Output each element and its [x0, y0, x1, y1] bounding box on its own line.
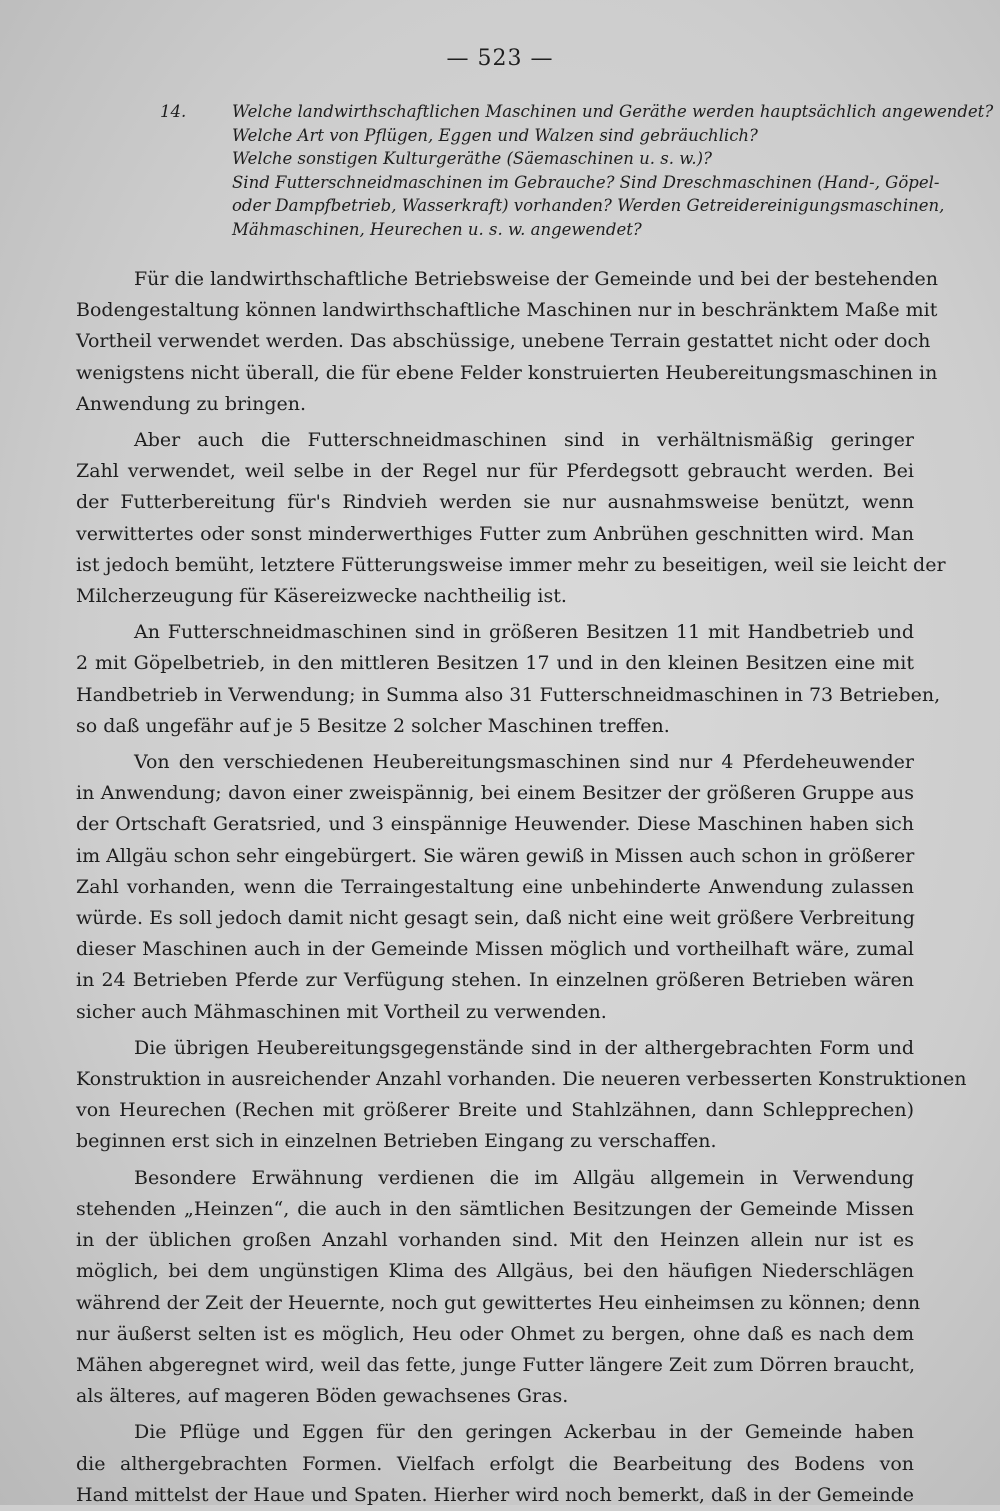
- question-line: oder Dampfbetrieb, Wasserkraft) vorhanden? Werden Getreidereinigungsmaschinen,: [232, 196, 945, 215]
- body-text: [76, 264, 967, 1511]
- text-line: Zahl verwendet, weil selbe in der Regel nur für Pferdegsott gebraucht werden. Bei: [76, 460, 914, 483]
- paragraph: [76, 747, 914, 1028]
- paragraph: [76, 425, 946, 612]
- text-line: würde. Es soll jedoch damit nicht gesagt sein, daß nicht eine weit größere Verbreitung: [76, 907, 915, 930]
- question-block: [160, 100, 994, 241]
- text-line: Besondere Erwähnung verdienen die im Allgäu allgemein in Verwendung: [134, 1166, 914, 1189]
- text-line: verwittertes oder sonst minderwerthiges Futter zum Anbrühen geschnitten wird. Man: [76, 522, 914, 545]
- paragraph: [76, 264, 938, 420]
- text-line: Milcherzeugung für Käsereizwecke nachtheilig ist.: [76, 585, 567, 608]
- text-line: von Heurechen (Rechen mit größerer Breite und Stahlzähnen, dann Schlepprechen): [76, 1099, 914, 1122]
- text-line: stehenden „Heinzen“, die auch in den sämtlichen Besitzungen der Gemeinde Missen: [76, 1197, 914, 1220]
- text-line: Konstruktion in ausreichender Anzahl vorhanden. Die neueren verbesserten Konstruktionen: [76, 1068, 967, 1091]
- text-line: in Anwendung; davon einer zweispännig, bei einem Besitzer der größeren Gruppe aus: [76, 782, 914, 805]
- text-line: wenigstens nicht überall, die für ebene Felder konstruierten Heubereitungsmaschinen in: [76, 361, 938, 384]
- question-line: Welche Art von Pflügen, Eggen und Walzen sind gebräuchlich?: [232, 125, 758, 145]
- text-line: Mähen abgeregnet wird, weil das fette, junge Futter längere Zeit zum Dörren braucht,: [76, 1353, 916, 1376]
- question-line: Sind Futterschneidmaschinen im Gebrauche? Sind Dreschmaschinen (Hand-, Göpel-: [232, 172, 940, 192]
- text-line: Hand mittelst der Haue und Spaten. Hierher wird noch bemerkt, daß in der Gemeinde: [76, 1483, 914, 1506]
- text-line: 2 mit Göpelbetrieb, in den mittleren Besitzen 17 und in den kleinen Besitzen eine mit: [76, 652, 914, 675]
- paragraph: [76, 1163, 921, 1413]
- text-line: ist jedoch bemüht, letztere Fütterungsweise immer mehr zu beseitigen, weil sie leicht der: [76, 553, 946, 576]
- text-line: als älteres, auf mageren Böden gewachsenes Gras.: [76, 1385, 569, 1408]
- paragraph: [76, 1417, 914, 1511]
- text-line: in der üblichen großen Anzahl vorhanden sind. Mit den Heinzen allein nur ist es: [76, 1229, 914, 1252]
- paragraph: [76, 617, 941, 742]
- text-line: An Futterschneidmaschinen sind in größeren Besitzen 11 mit Handbetrieb und: [134, 621, 914, 644]
- text-line: Von den verschiedenen Heubereitungsmaschinen sind nur 4 Pferdeheuwender: [134, 751, 914, 774]
- text-line: der Ortschaft Geratsried, und 3 einspännige Heuwender. Diese Maschinen haben sich: [76, 813, 914, 836]
- text-line: die althergebrachten Formen. Vielfach erfolgt die Bearbeitung des Bodens von: [76, 1452, 914, 1475]
- text-line: Für die landwirthschaftliche Betriebsweise der Gemeinde und bei der bestehenden: [134, 268, 938, 290]
- question-number: 14.: [160, 102, 187, 121]
- text-line: Zahl vorhanden, wenn die Terraingestaltung eine unbehinderte Anwendung zulassen: [76, 875, 914, 898]
- text-line: Vortheil verwendet werden. Das abschüssige, unebene Terrain gestattet nicht oder doch: [76, 330, 931, 353]
- text-line: Aber auch die Futterschneidmaschinen sind in verhältnismäßig geringer: [134, 429, 914, 452]
- text-line: möglich, bei dem ungünstigen Klima des Allgäus, bei den häufigen Niederschlägen: [76, 1260, 914, 1283]
- text-line: während der Zeit der Heuernte, noch gut gewittertes Heu einheimsen zu können; denn: [76, 1291, 921, 1314]
- text-line: der Futterbereitung für's Rindvieh werden sie nur ausnahmsweise benützt, wenn: [76, 491, 914, 514]
- paragraph: [76, 1033, 967, 1158]
- text-line: im Allgäu schon sehr eingebürgert. Sie wären gewiß in Missen auch schon in größerer: [76, 844, 915, 867]
- text-line: Die Pflüge und Eggen für den geringen Ackerbau in der Gemeinde haben: [134, 1421, 914, 1444]
- text-line: Bodengestaltung können landwirthschaftliche Maschinen nur in beschränktem Maße mit: [76, 299, 938, 322]
- text-line: Handbetrieb in Verwendung; in Summa also 31 Futterschneidmaschinen in 73 Betrieben,: [76, 683, 941, 706]
- text-line: beginnen erst sich in einzelnen Betrieben Eingang zu verschaffen.: [76, 1130, 717, 1153]
- text-line: nur äußerst selten ist es möglich, Heu oder Ohmet zu bergen, ohne daß es nach dem: [76, 1322, 914, 1345]
- text-line: Anwendung zu bringen.: [76, 392, 307, 415]
- text-line: so daß ungefähr auf je 5 Besitze 2 solcher Maschinen treffen.: [76, 714, 670, 737]
- page-number: — 523 —: [446, 46, 554, 71]
- text-line: Die übrigen Heubereitungsgegenstände sind in der althergebrachten Form und: [134, 1036, 914, 1059]
- text-line: sicher auch Mähmaschinen mit Vortheil zu verwenden.: [76, 1000, 607, 1023]
- question-line: 14. Welche landwirthschaftlichen Maschinen und Geräthe werden hauptsächlich angewendet?: [160, 100, 940, 124]
- text-line: in 24 Betrieben Pferde zur Verfügung stehen. In einzelnen größeren Betrieben wären: [76, 969, 914, 992]
- text-line: dieser Maschinen auch in der Gemeinde Missen möglich und vortheilhaft wäre, zumal: [76, 938, 914, 961]
- question-line: Welche sonstigen Kulturgeräthe (Säemaschinen u. s. w.)?: [232, 149, 712, 168]
- question-line: Mähmaschinen, Heurechen u. s. w. angewendet?: [232, 219, 642, 239]
